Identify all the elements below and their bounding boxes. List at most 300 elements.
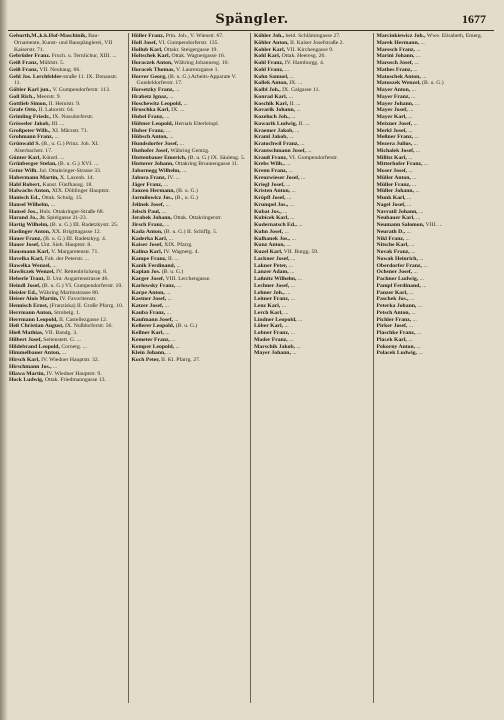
entry-address: Währing Gentzg. (169, 147, 210, 154)
entry-address: ... (167, 134, 174, 141)
entry-name: Grafe Otto, (9, 107, 38, 114)
directory-entry (254, 107, 370, 114)
entry-address: ... (287, 168, 293, 174)
directory-entry (254, 182, 370, 189)
entry-address: VII. Burgg. 59. (282, 249, 319, 255)
entry-name: Konrad Karl, (254, 93, 288, 100)
entry-address: ... (165, 350, 172, 357)
directory-entry (132, 269, 248, 276)
entry-address: ... (416, 303, 422, 309)
entry-address: ... (422, 161, 429, 168)
entry-address: Ottak. Ottakringerstr. (171, 215, 222, 222)
directory-entry (132, 188, 248, 195)
entry-name: Geburth,M.,k.k.Hof-Maschinik, (9, 33, 87, 39)
entry-name: Kollek Anton, (254, 80, 288, 87)
directory-entry (377, 67, 494, 74)
entry-name: Krumpel Jos., (254, 201, 289, 208)
entry-name: Holl Josef, (131, 39, 158, 46)
column-4 (374, 33, 497, 703)
entry-address: ... (284, 289, 291, 296)
directory-entry (377, 296, 494, 303)
entry-name: Pokorny Anton, (376, 343, 416, 350)
entry-name: Harand Jo., Jr. (9, 215, 46, 222)
entry-name: Kolbl Joh., (254, 87, 281, 93)
directory-entry (254, 114, 370, 121)
directory-entry (132, 310, 248, 317)
directory-entry (254, 215, 370, 222)
entry-address: ... (420, 282, 427, 289)
directory-entry (9, 229, 125, 236)
entry-name: Marschik Jakob, (254, 343, 296, 350)
directory-entry (377, 209, 494, 216)
entry-address: Kunst. Fünfhausg. 18. (40, 181, 93, 188)
entry-name: Geiß Franz, (9, 60, 39, 66)
entry-name: Munk Karl, (376, 195, 406, 201)
entry-name: Höller Franz, (131, 33, 165, 39)
directory-entry (9, 222, 125, 229)
entry-name: Lechner Josef, (254, 282, 290, 289)
entry-address: ... (49, 201, 55, 208)
entry-address: Huls. Ottakringer-Straße 68. (37, 208, 104, 215)
entry-address: ... (280, 303, 286, 309)
directory-entry (9, 283, 125, 290)
directory-entry (254, 101, 370, 108)
entry-name: Köhler Anton, (254, 39, 289, 46)
directory-entry (254, 188, 370, 195)
directory-entry (377, 148, 494, 155)
header-rule (8, 30, 494, 31)
entry-address: IV. Wagnerg. 4. (162, 249, 199, 255)
entry-name: Jabora Franz, (131, 174, 166, 181)
entry-address: II. ... (288, 100, 301, 107)
entry-address: (B. u. G.) XVI. ... (56, 161, 99, 168)
directory-entry (9, 195, 125, 202)
directory-entry (132, 60, 248, 67)
directory-entry (132, 344, 248, 351)
entry-name: Hawliczek Wenzel, (9, 269, 55, 276)
entry-name: Marek Hermann, (376, 39, 420, 46)
directory-columns (6, 33, 496, 703)
directory-entry (377, 229, 494, 236)
entry-name: Heisler Ed., (9, 289, 38, 296)
directory-entry (254, 175, 370, 182)
directory-entry (9, 344, 125, 351)
directory-entry (377, 350, 494, 357)
entry-name: Meßner Franz, (376, 134, 414, 141)
entry-address: straße 11. IX. Donaustr. 11. (14, 73, 118, 87)
entry-address: ... (288, 73, 295, 80)
entry-name: Jarmilowicz Jos., (131, 195, 174, 201)
entry-address: ... (182, 100, 188, 107)
entry-address: ... (409, 93, 416, 100)
entry-address: ... (287, 262, 293, 269)
directory-entry (9, 33, 125, 53)
entry-name: Nagel Josef, (376, 201, 406, 208)
entry-address: (B., u. G.) (173, 195, 198, 201)
directory-entry (254, 276, 370, 283)
directory-entry (132, 202, 248, 209)
directory-entry (9, 290, 125, 297)
directory-entry (9, 101, 125, 108)
directory-entry (132, 229, 248, 236)
entry-name: Nitsche Karl, (376, 242, 409, 249)
entry-address: ... (163, 114, 170, 120)
directory-entry (254, 283, 370, 290)
directory-entry (254, 263, 370, 270)
entry-name: Kröpfl Josef, (254, 195, 286, 201)
page-number: 1677 (462, 12, 486, 26)
entry-address: Fruch. u. Ternlichur, XIII. ... (50, 53, 117, 60)
entry-address: XI. Märzstr. 71. (50, 127, 89, 134)
entry-address: ... (296, 276, 303, 282)
entry-address: IX. Nußdorferstr. 56. (63, 323, 113, 330)
directory-entry (9, 256, 125, 263)
directory-entry (254, 323, 370, 330)
entry-address: ... (53, 134, 59, 141)
entry-address: ... (162, 181, 169, 188)
directory-entry (9, 377, 125, 384)
entry-address: ... (412, 141, 418, 147)
entry-name: Kohler Karl, (254, 46, 286, 53)
directory-entry (377, 215, 494, 222)
directory-entry (9, 168, 125, 175)
entry-address: V. Gumpendorferstr. 113. (51, 87, 111, 93)
entry-address: (B. u. G.) VI. Gumpendorferstr. 10. (40, 282, 123, 289)
entry-name: Hauer Franz, (9, 235, 42, 242)
directory-entry (254, 141, 370, 148)
entry-address: ... (410, 174, 417, 181)
directory-entry (377, 290, 494, 297)
entry-name: Petsch Anton, (376, 309, 410, 316)
entry-address: ... (164, 289, 171, 296)
entry-address: ... (288, 201, 294, 208)
entry-name: Klein Johann, (131, 350, 166, 357)
entry-name: Kowarik Ludwig, (254, 120, 297, 127)
directory-entry (9, 107, 125, 114)
entry-name: Kunz Anton, (254, 242, 285, 249)
directory-entry (9, 310, 125, 317)
entry-name: Leitner Franz, (254, 296, 290, 303)
directory-entry (254, 242, 370, 249)
directory-entry (9, 249, 125, 256)
entry-address: Künstl. ... (40, 154, 65, 161)
entry-name: Kraemer Jakob, (254, 127, 294, 134)
directory-entry (132, 276, 248, 283)
directory-entry (9, 269, 125, 276)
entry-address: ... (407, 323, 414, 330)
entry-name: Kreuzwieser Josef, (254, 174, 300, 181)
directory-entry (254, 303, 370, 310)
directory-entry (377, 303, 494, 310)
directory-entry (9, 114, 125, 121)
entry-address: IV. Wiedner Hauptstr. 32. (39, 357, 100, 363)
directory-entry (9, 357, 125, 364)
directory-entry (132, 94, 248, 101)
entry-address: Währing Martinstrasse 80. (37, 289, 100, 296)
entry-address: (B. u. G.) IX. Säuleng. 5. (186, 154, 246, 161)
entry-address: XX. Brigittagasse 12. (50, 228, 102, 235)
directory-entry (254, 209, 370, 216)
entry-address: Strobelg. 1. (52, 309, 81, 316)
entry-name: Huthofer Josef, (131, 147, 169, 154)
entry-address: ... (406, 336, 413, 343)
entry-name: Janzen Hermann, (131, 188, 175, 195)
entry-address: ... (289, 282, 295, 289)
entry-name: Pachner Ludwig, (376, 276, 419, 282)
entry-name: Horsetzky Franz, (131, 87, 174, 93)
entry-name: Lobner Franz, (254, 330, 290, 336)
entry-name: Jelinek Josef, (131, 201, 165, 208)
directory-entry (254, 67, 370, 74)
entry-address: IX. ... (287, 80, 303, 87)
entry-address: VIII. ... (424, 222, 443, 228)
entry-address: ... (407, 168, 413, 174)
entry-name: Müller Anton, (376, 174, 411, 181)
entry-name: Michalek Josef, (376, 147, 415, 154)
directory-entry (377, 337, 494, 344)
entry-address: X. Laxenb. 14. (58, 174, 94, 181)
directory-entry (132, 161, 248, 168)
entry-name: Köhler Joh., (254, 33, 285, 39)
entry-name: Kratochwil Franz, (254, 141, 299, 147)
directory-entry (9, 371, 125, 378)
entry-name: Hübsch Anton, (131, 134, 168, 141)
entry-name: Huber Franz, (131, 127, 165, 134)
entry-address: ... (287, 134, 294, 141)
directory-entry (254, 134, 370, 141)
entry-address: VII. Kirchengasse 9. (285, 46, 334, 53)
directory-entry (132, 168, 248, 175)
entry-name: Löber Karl, (254, 323, 283, 330)
entry-name: Heindl Josef, (9, 282, 41, 289)
entry-name: Peterka Johann, (376, 303, 417, 309)
directory-entry (377, 40, 494, 47)
directory-entry (377, 155, 494, 162)
entry-address: ... (419, 39, 425, 46)
entry-address: II. Heinistr. 9. (47, 100, 81, 107)
directory-entry (254, 296, 370, 303)
directory-entry (254, 155, 370, 162)
entry-address: ... (414, 53, 421, 60)
entry-address: Ottak. Schulg. 15. (40, 195, 83, 201)
entry-address: Jul. Ottakringer-Strasse 33. (37, 168, 102, 174)
directory-entry (132, 155, 248, 162)
entry-name: Kuzel Karl, (254, 249, 283, 255)
entry-address: IX. ... (169, 107, 185, 114)
directory-entry (254, 202, 370, 209)
directory-entry (377, 161, 494, 168)
entry-name: Lerch Karl, (254, 309, 283, 316)
directory-entry (254, 74, 370, 81)
entry-address: beid. Schlämmgasse 27. (284, 33, 341, 39)
directory-entry (377, 263, 494, 270)
directory-entry (132, 323, 248, 330)
entry-address: ... (296, 316, 303, 323)
entry-name: Himmelbauer Anton, (9, 350, 61, 357)
entry-address: ... (164, 127, 171, 134)
entry-name: Göbler Karl jun., (9, 87, 52, 93)
entry-address: XIX. Pfarrg. (162, 242, 193, 249)
directory-entry (377, 276, 494, 283)
directory-entry (9, 236, 125, 243)
entry-name: Jirsch Franz, (131, 222, 164, 228)
entry-name: Kemper Leopold, (131, 343, 175, 350)
directory-entry (254, 330, 370, 337)
directory-entry (377, 323, 494, 330)
directory-entry (9, 53, 125, 60)
directory-entry (9, 202, 125, 209)
directory-entry (132, 101, 248, 108)
entry-name: Hock Ludwig, (9, 377, 44, 384)
entry-name: Kalina Karl, (131, 249, 163, 255)
entry-name: Marini Johann, (376, 53, 415, 60)
entry-address: II. Kaiser Josefstraße 2. (288, 39, 344, 46)
entry-address: II. Kl. Pfarrg. 27. (159, 357, 201, 363)
entry-name: Kaufmann Josef, (131, 316, 173, 323)
directory-entry (377, 33, 494, 40)
entry-name: Großpeter Wilh., (9, 127, 51, 134)
directory-entry (377, 128, 494, 135)
entry-address: ... (288, 269, 295, 276)
directory-entry (132, 290, 248, 297)
directory-entry (254, 290, 370, 297)
entry-address: IX. Nussdorferstr. (50, 114, 94, 120)
entry-name: Kellerer Leopold, (131, 323, 175, 330)
entry-name: Millitz Karl, (376, 154, 407, 161)
entry-address: ... (174, 343, 180, 350)
entry-name: Nowak Heinrich, (376, 255, 418, 262)
entry-address: VII. Bandg. 3. (43, 330, 78, 336)
directory-entry (9, 134, 125, 141)
entry-address: (B. u. G.) (174, 188, 198, 195)
entry-address: Währing Johannesg. 10. (172, 60, 229, 66)
entry-name: Gebrüder Franz. (9, 53, 51, 60)
directory-entry (132, 330, 248, 337)
entry-name: Grimling Friedr., (9, 114, 51, 120)
directory-entry (377, 114, 494, 121)
entry-address: ... (417, 255, 424, 262)
entry-address: ... (408, 296, 415, 303)
entry-address: Mühlstr. 5. (38, 60, 65, 66)
entry-address: ... (413, 100, 420, 107)
entry-address: II. Unt. Augartenstrasse 46. (44, 276, 109, 282)
directory-entry (377, 317, 494, 324)
directory-entry (254, 80, 370, 87)
entry-address: ... (287, 93, 293, 100)
directory-entry (377, 182, 494, 189)
entry-name: Mayer Josef, (376, 107, 408, 114)
entry-name: Moser Josef, (376, 168, 408, 174)
directory-entry (377, 188, 494, 195)
directory-entry (254, 161, 370, 168)
directory-entry (377, 330, 494, 337)
entry-address: Cornerg. ... (59, 343, 87, 350)
entry-address: ... (406, 127, 413, 134)
directory-entry (377, 256, 494, 263)
entry-name: Koschik Karl, (254, 100, 289, 107)
entry-name: Hubel Franz, (131, 114, 164, 120)
directory-entry (254, 87, 370, 94)
entry-address: ... (414, 147, 421, 154)
entry-name: Karger Josef, (131, 276, 165, 282)
entry-name: Jelsch Paul, (131, 208, 161, 215)
entry-name: Hartig Wilhelm, (9, 222, 49, 228)
entry-name: Gehl Jos. Lerchfelder- (9, 73, 64, 80)
entry-address: ... (281, 208, 288, 215)
directory-entry (254, 222, 370, 229)
entry-address: (B. u. G.) (160, 269, 184, 276)
directory-entry (254, 249, 370, 256)
column-3 (251, 33, 374, 703)
entry-name: Müller Franz, (376, 181, 411, 188)
entry-name: Lehner Joh., (254, 289, 285, 296)
directory-entry (254, 33, 370, 40)
entry-address: ... (283, 66, 290, 73)
entry-address: ... (409, 249, 416, 255)
directory-entry (254, 229, 370, 236)
entry-address: ... (408, 242, 415, 249)
entry-address: ... (413, 134, 419, 141)
entry-address: ... (413, 60, 419, 66)
entry-address: ... (296, 222, 303, 228)
entry-name: Novak Franz, (376, 249, 410, 255)
directory-entry (254, 121, 370, 128)
entry-address: ... (50, 262, 57, 269)
entry-address: VI. Gumpendorferstr. 135. (157, 39, 219, 46)
entry-address: ... (411, 66, 418, 73)
directory-entry (9, 364, 125, 371)
directory-entry (9, 209, 125, 216)
entry-address: IV. Favoritenstr. (58, 296, 97, 303)
entry-address: (B. u. G.) III. Radetzkyg. 4. (41, 235, 107, 242)
entry-address: ... (414, 46, 421, 53)
entry-address: ... (287, 336, 294, 343)
entry-address: III. ... (49, 120, 65, 127)
entry-address: (B. u. G.) (420, 80, 444, 87)
entry-address: Hernals Elterleinpl. (173, 120, 220, 127)
directory-entry (9, 337, 125, 344)
entry-name: Jabornegg Wilhelm, (131, 168, 181, 174)
entry-name: Mitterhofer Franz, (376, 161, 423, 168)
page-title: Spängler. (215, 12, 289, 27)
entry-address: ... (412, 120, 418, 127)
entry-name: Hollub Karl, (131, 46, 163, 53)
entry-address: ... (407, 107, 414, 114)
directory-entry (254, 168, 370, 175)
entry-name: Kovarik Johann, (254, 107, 296, 114)
entry-address: Spielgasse 21-23. (45, 215, 88, 222)
entry-name: Heß Christian August, (9, 323, 64, 330)
directory-entry (132, 357, 248, 364)
entry-address: ... (290, 235, 296, 242)
entry-name: Marosch Josef, (376, 60, 414, 66)
entry-name: Kubicek Karl, (254, 215, 289, 222)
directory-entry (9, 94, 125, 101)
entry-name: Hilbert Josef, (9, 336, 42, 343)
directory-entry (132, 242, 248, 249)
entry-name: Horrer Georg, (131, 73, 167, 80)
entry-name: Matoschek Anton, (376, 73, 421, 80)
entry-name: Kozeluch Joh., (254, 114, 290, 120)
directory-entry (377, 168, 494, 175)
directory-entry (377, 47, 494, 54)
directory-entry (254, 269, 370, 276)
entry-name: Kohl Franz, (254, 66, 284, 73)
entry-address: Meerstr. 9. (35, 93, 61, 100)
entry-name: Habermann Martin, (9, 174, 59, 181)
entry-address: ... (305, 147, 312, 154)
directory-entry (132, 107, 248, 114)
